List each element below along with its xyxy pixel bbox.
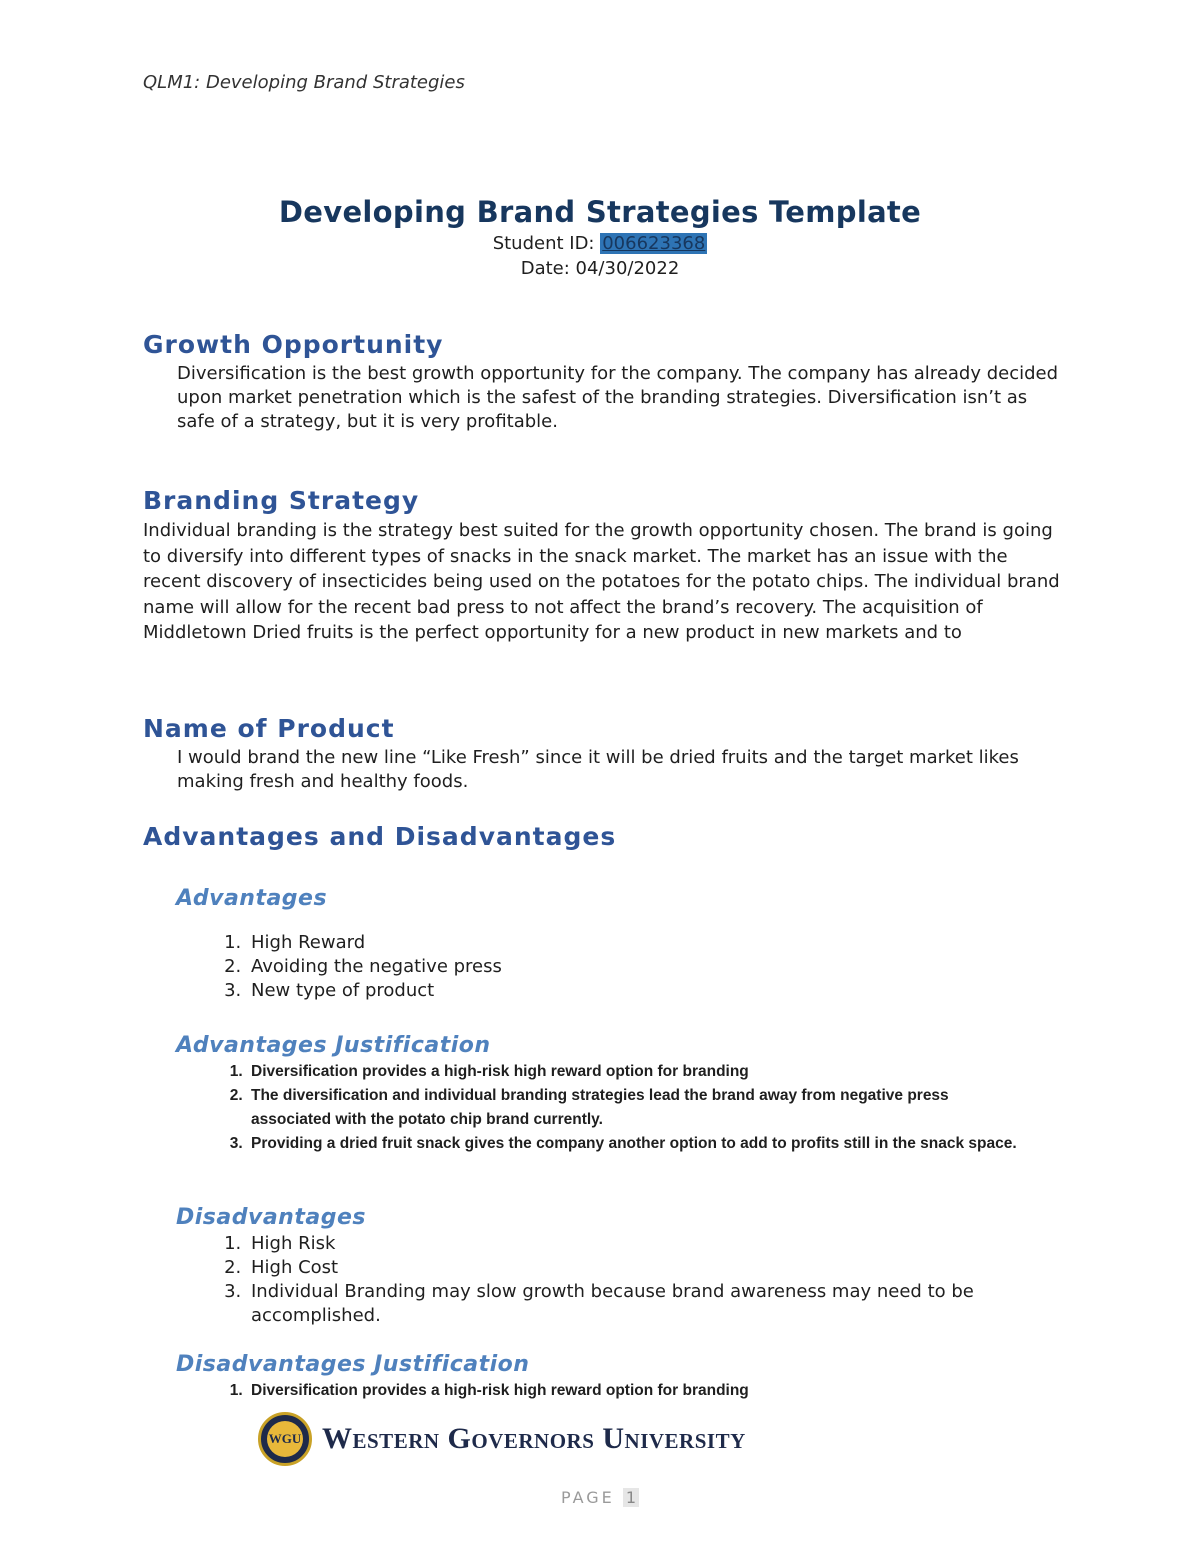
list-item: 1. High Risk [247, 1232, 1063, 1256]
list-item: 1. High Reward [247, 931, 1063, 955]
wgu-logo [258, 1412, 746, 1466]
student-id-line [0, 231, 1200, 256]
branding-section [143, 484, 1063, 646]
advantages-list-wrap [143, 931, 1063, 1003]
list-item: 2. High Cost [247, 1256, 1063, 1280]
disadvantages-heading: Disadvantages [176, 1205, 366, 1230]
document-title: Developing Brand Strategies Template [278, 195, 922, 229]
disadvantages-list [143, 1232, 1063, 1328]
wgu-seal-icon [258, 1412, 312, 1466]
disadvantages-list-wrap [143, 1232, 1063, 1328]
adv-justification-heading-wrap [176, 1031, 1066, 1061]
list-item: 2. The diversification and individual branding strategies lead the brand away from negative press associated with the potato chip brand currently. [247, 1084, 1023, 1132]
growth-section [143, 328, 1063, 434]
disadvantages-heading-wrap [176, 1203, 1066, 1233]
advantages-list [143, 931, 1063, 1003]
product-text: I would brand the new line “Like Fresh” since it will be dried fruits and the target market likes making fresh and healthy foods. [177, 747, 1019, 792]
growth-text: Diversification is the best growth opportunity for the company. The company has already decided upon market penetration which is the safest of the branding strategies. Diversification isn’t as safe of a strategy, but it is very profitable. [177, 363, 1059, 432]
adv-justification-heading: Advantages Justification [176, 1033, 491, 1058]
adv-disadv-heading: Advantages and Disadvantages [143, 822, 617, 851]
page-number: 1 [623, 1488, 639, 1507]
page-footer [0, 1488, 1200, 1507]
logo-wordmark: Western Governors University [322, 1422, 746, 1455]
list-item: 1. Diversification provides a high-risk high reward option for branding [247, 1060, 1023, 1084]
adv-disadv-section [143, 820, 1063, 854]
title-block [0, 193, 1200, 281]
disadv-justification-heading-wrap [176, 1350, 1066, 1380]
list-item: 2. Avoiding the negative press [247, 955, 1063, 979]
list-item: 3. Individual Branding may slow growth because brand awareness may need to be accomplished. [247, 1280, 1063, 1328]
list-item: 3. Providing a dried fruit snack gives the company another option to add to profits still in the snack space. [247, 1132, 1023, 1156]
student-id-label: Student ID: [492, 233, 595, 254]
branding-heading: Branding Strategy [143, 486, 420, 515]
seal-text: WGU [267, 1421, 303, 1457]
disadv-justification-list-wrap [143, 1379, 1023, 1403]
advantages-subheading-wrap [176, 884, 1066, 914]
page-label: PAGE [560, 1488, 615, 1507]
date-line [0, 256, 1200, 281]
product-section [143, 712, 1063, 794]
adv-justification-list [143, 1060, 1023, 1156]
product-heading: Name of Product [143, 714, 395, 743]
branding-text: Individual branding is the strategy best suited for the growth opportunity chosen. The brand is going to diversify into different types of snacks in the snack market. The market has an issue with the recent discovery of insecticides being used on the potatoes for the potato chips. The individual brand name will allow for the recent bad press to not affect the brand’s recovery. The acquisition of Middletown Dried fruits is the perfect opportunity for a new product in new markets and to [143, 520, 1060, 643]
list-item: 1. Diversification provides a high-risk high reward option for branding [247, 1379, 1023, 1403]
adv-justification-list-wrap [143, 1060, 1023, 1156]
list-item: 3. New type of product [247, 979, 1063, 1003]
disadv-justification-list [143, 1379, 1023, 1403]
growth-heading: Growth Opportunity [143, 330, 444, 359]
disadv-justification-heading: Disadvantages Justification [176, 1352, 530, 1377]
running-header: QLM1: Developing Brand Strategies [143, 72, 465, 93]
student-id-value: 006623368 [602, 233, 706, 254]
advantages-heading: Advantages [176, 886, 328, 911]
date-label: Date: [520, 258, 570, 279]
date-value: 04/30/2022 [575, 258, 680, 279]
